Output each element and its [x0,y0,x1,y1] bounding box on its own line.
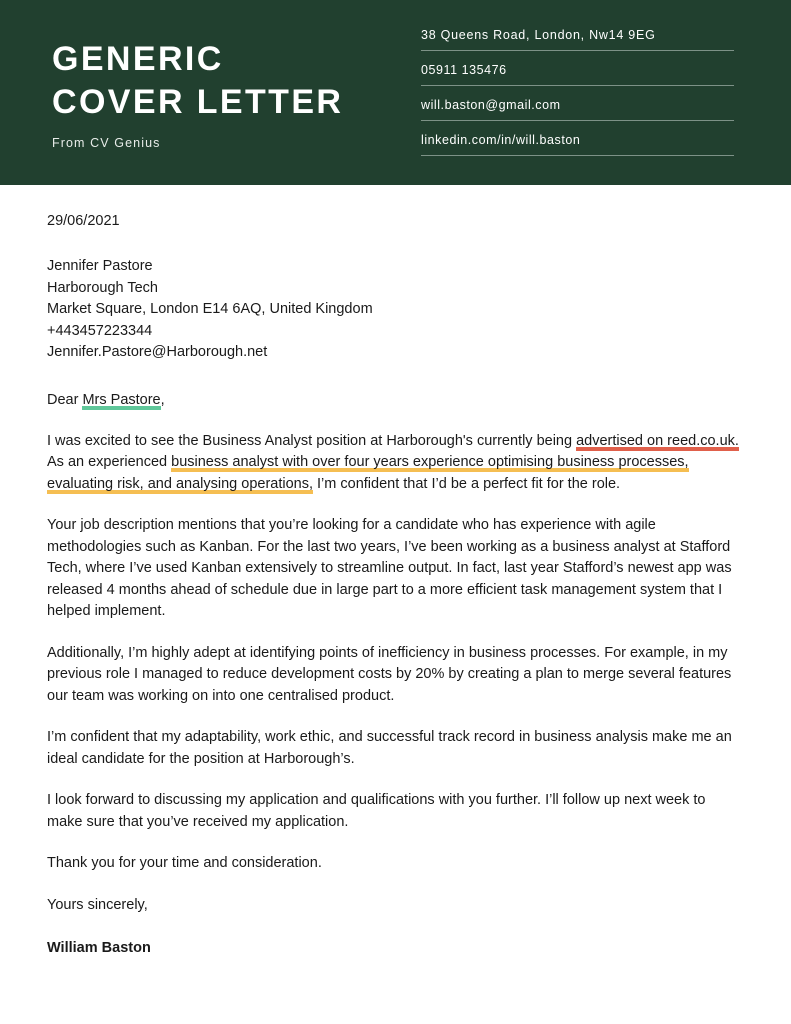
salutation-suffix: , [160,391,165,408]
paragraph-1-segment-3: I’m confident that I’d be a perfect fit for the role. [313,475,621,492]
contact-address-text: 38 Queens Road, London, Nw14 9EG [421,28,656,42]
paragraph-1-highlight-red: advertised on reed.co.uk. [576,432,739,449]
sign-off-line: Yours sincerely, [47,896,148,913]
paragraph-1-highlight-orange: business analyst with over four years experience optimising business processes, evaluating risk, and analysing operations, [47,454,689,492]
paragraph-2: Your job description mentions that you’re looking for a candidate who has experience with agile methodologies such as Kanban. For the last two years, I’ve been working as a business analyst at Stafford Tech, where I’ve used Kanban extensively to streamline output. In fact, last year Stafford’s newest app was released 4 months ahead of schedule due in large part to a more efficient task management system that I helped implement. [47,517,732,619]
document-subtitle: From CV Genius [52,136,161,150]
contact-item-email[interactable] [421,97,734,121]
letter-date: 29/06/2021 [47,213,120,229]
contact-email-text: will.baston@gmail.com [421,98,561,112]
recipient-name: Jennifer Pastore [47,258,153,274]
contact-block [421,27,734,156]
salutation-prefix: Dear [47,391,83,408]
title-block [52,38,412,150]
contact-item-linkedin[interactable] [421,132,734,156]
salutation [47,390,744,411]
paragraph-5: I look forward to discussing my application and qualifications with you further. I’ll follow up next week to make sure that you’ve received my application. [47,792,706,830]
contact-phone-text: 05911 135476 [421,63,507,77]
signature-name: William Baston [47,940,151,956]
recipient-phone: +443457223344 [47,322,153,339]
contact-item-address [421,27,734,51]
letter-header [0,0,791,185]
recipient-address: Market Square, London E14 6AQ, United Kingdom [47,301,373,317]
paragraph-1-segment-1: I was excited to see the Business Analyst position at Harborough's currently being [47,432,577,449]
paragraph-4: I’m confident that my adaptability, work ethic, and successful track record in business analysis make me an ideal candidate for the position at Harborough’s. [47,729,732,767]
contact-item-phone [421,62,734,86]
closing-block [47,853,744,960]
paragraph-1-segment-2: As an experienced [47,454,172,470]
paragraph-1 [47,431,741,496]
recipient-block [47,256,744,364]
letter-body [0,211,791,960]
document-title-line-2: COVER LETTER [52,83,344,121]
contact-linkedin-text: linkedin.com/in/will.baston [421,133,581,147]
salutation-highlight-green: Mrs Pastore [82,391,161,408]
recipient-company: Harborough Tech [47,279,158,296]
recipient-email: Jennifer.Pastore@Harborough.net [47,344,268,360]
paragraph-3: Additionally, I’m highly adept at identifying points of inefficiency in business processes. For example, in my previous role I managed to reduce development costs by 20% by creating a plan to merge several features our team was working on into one centralised product. [47,644,732,704]
thank-you-line: Thank you for your time and consideration. [47,855,322,871]
document-title-line-1: GENERIC [52,40,224,78]
